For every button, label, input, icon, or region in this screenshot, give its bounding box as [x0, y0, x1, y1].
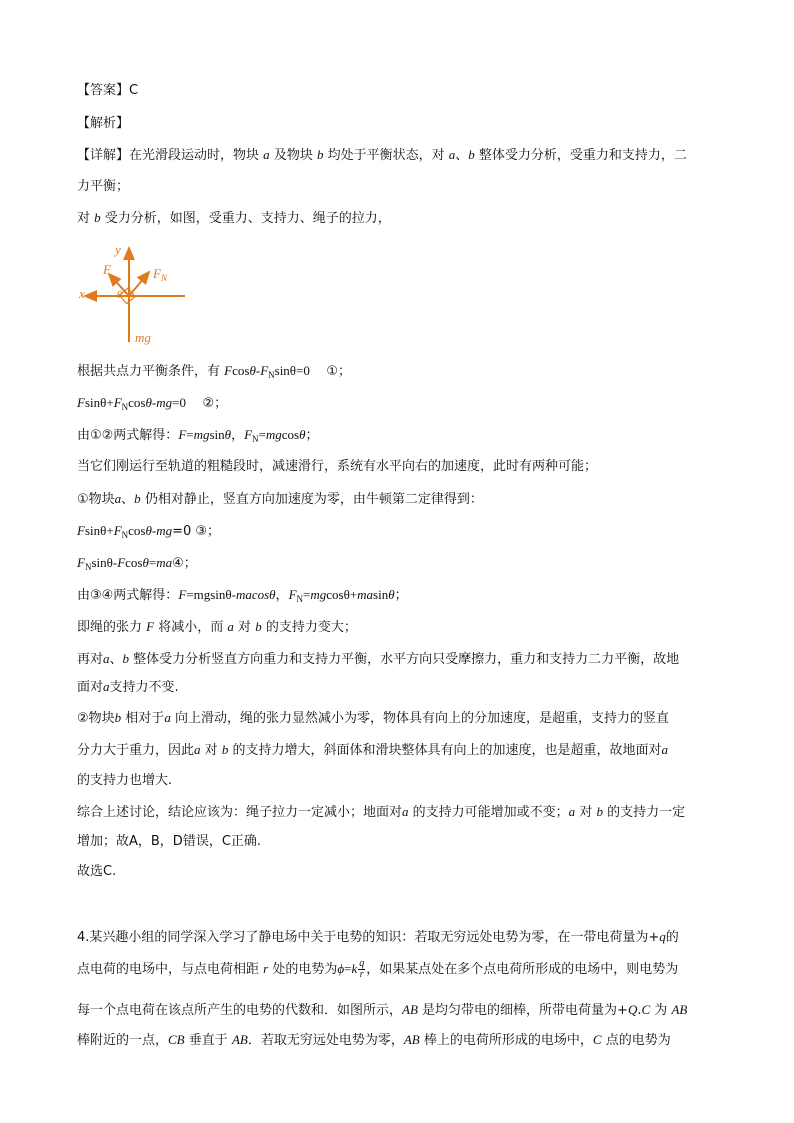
solution-1-line: 由①②两式解得：F=mgsinθ，$F_N=mgcos\theta$； [77, 427, 319, 444]
case-2-line-3: 的支持力也增大. [77, 773, 173, 788]
case-1-line: ①物块a、b 仍相对静止，竖直方向加速度为零，由牛顿第二定律得到： [77, 491, 483, 507]
detail-label: 【详解】 [77, 148, 130, 163]
equation-3-line: $Fsin\theta+F_N\cos\theta-mg=0$ ③； [77, 523, 221, 540]
detail-line-2: 力平衡； [77, 179, 130, 194]
detail-line-3: 对 b 受力分析，如图，受重力、支持力、绳子的拉力， [77, 210, 391, 226]
detail-line-1: 【详解】在光滑段运动时，物块 a 及物块 b 均处于平衡状态，对 a、b 整体受力分析，受重力和支持力，二 [77, 147, 687, 163]
x-label: x [79, 286, 85, 301]
case-2-line-2: 分力大于重力，因此a 对 b 的支持力增大，斜面体和滑块整体具有向上的加速度，也是超重，故地面对a [77, 742, 668, 758]
analysis-heading: 【解析】 [77, 116, 130, 131]
rough-segment-line: 当它们刚运行至轨道的粗糙段时，减速滑行，系统有水平向右的加速度，此时有两种可能； [77, 459, 598, 474]
y-label: y [115, 242, 121, 257]
mg-label: mg [135, 330, 151, 345]
q4-line-2: 点电荷的电场中，与点电荷相距 r 处的电势为ϕ=k $\frac{q}{r}$ ，如果某点处在多个点电荷所形成的电场中，则电势为 [77, 958, 679, 980]
force-diagram [77, 238, 192, 353]
F-label: F [103, 262, 111, 277]
choose-line: 故选C. [77, 864, 117, 879]
answer-line [77, 82, 138, 100]
FN-label: $F_N$ [153, 266, 167, 283]
q4-line-4: 棒附近的一点，CB 垂直于 AB．若取无穷远处电势为零，AB 棒上的电荷所形成的电场中，C 点的电势为 [77, 1032, 671, 1048]
answer-label: 【答案】 [77, 83, 130, 98]
theta-label: θ [117, 290, 122, 301]
conclusion-line-1: 综合上述讨论，结论应该为：绳子拉力一定减小；地面对a 的支持力可能增加或不变；a 对 b 的支持力一定 [77, 804, 686, 820]
equation-1-line: 根据共点力平衡条件，有 Fcosθ-$F_N\sin\theta=0$ ①； [77, 363, 352, 380]
whole-analysis-line-1: 再对a、b 整体受力分析竖直方向重力和支持力平衡，水平方向只受摩擦力，重力和支持力二力平衡，故地 [77, 651, 680, 667]
answer-value: C [129, 83, 139, 98]
q4-line-3: 每一个点电荷在该点所产生的电势的代数和．如图所示，AB 是均匀带电的细棒，所带电荷量为+Q.C 为 AB [77, 1002, 688, 1018]
solution-2-line: 由③④两式解得：F=mgsinθ-macosθ，$F_N=mgcos\theta+masin\theta$； [77, 587, 408, 604]
conclusion-line-2: 增加；故A，B，D错误，C正确. [77, 834, 262, 849]
equation-4-line: $F_N\sin\theta-Fcos\theta=ma④$； [77, 555, 197, 572]
q4-line-1: 4.某兴趣小组的同学深入学习了静电场中关于电势的知识：若取无穷远处电势为零，在一带电荷量为+q的 [77, 929, 679, 945]
q-over-r-fraction: $\frac{q}{r}$ [359, 958, 365, 980]
case-2-line-1: ②物块b 相对于a 向上滑动，绳的张力显然减小为零，物体具有向上的分加速度，是超重，支持力的竖直 [77, 710, 669, 726]
whole-analysis-line-2: 面对a支持力不变. [77, 679, 179, 695]
tension-line: 即绳的张力 F 将减小，而 a 对 b 的支持力变大； [77, 619, 357, 635]
equation-2-line: $Fsin\theta+F_N\cos\theta-mg=0$ ②； [77, 395, 228, 412]
